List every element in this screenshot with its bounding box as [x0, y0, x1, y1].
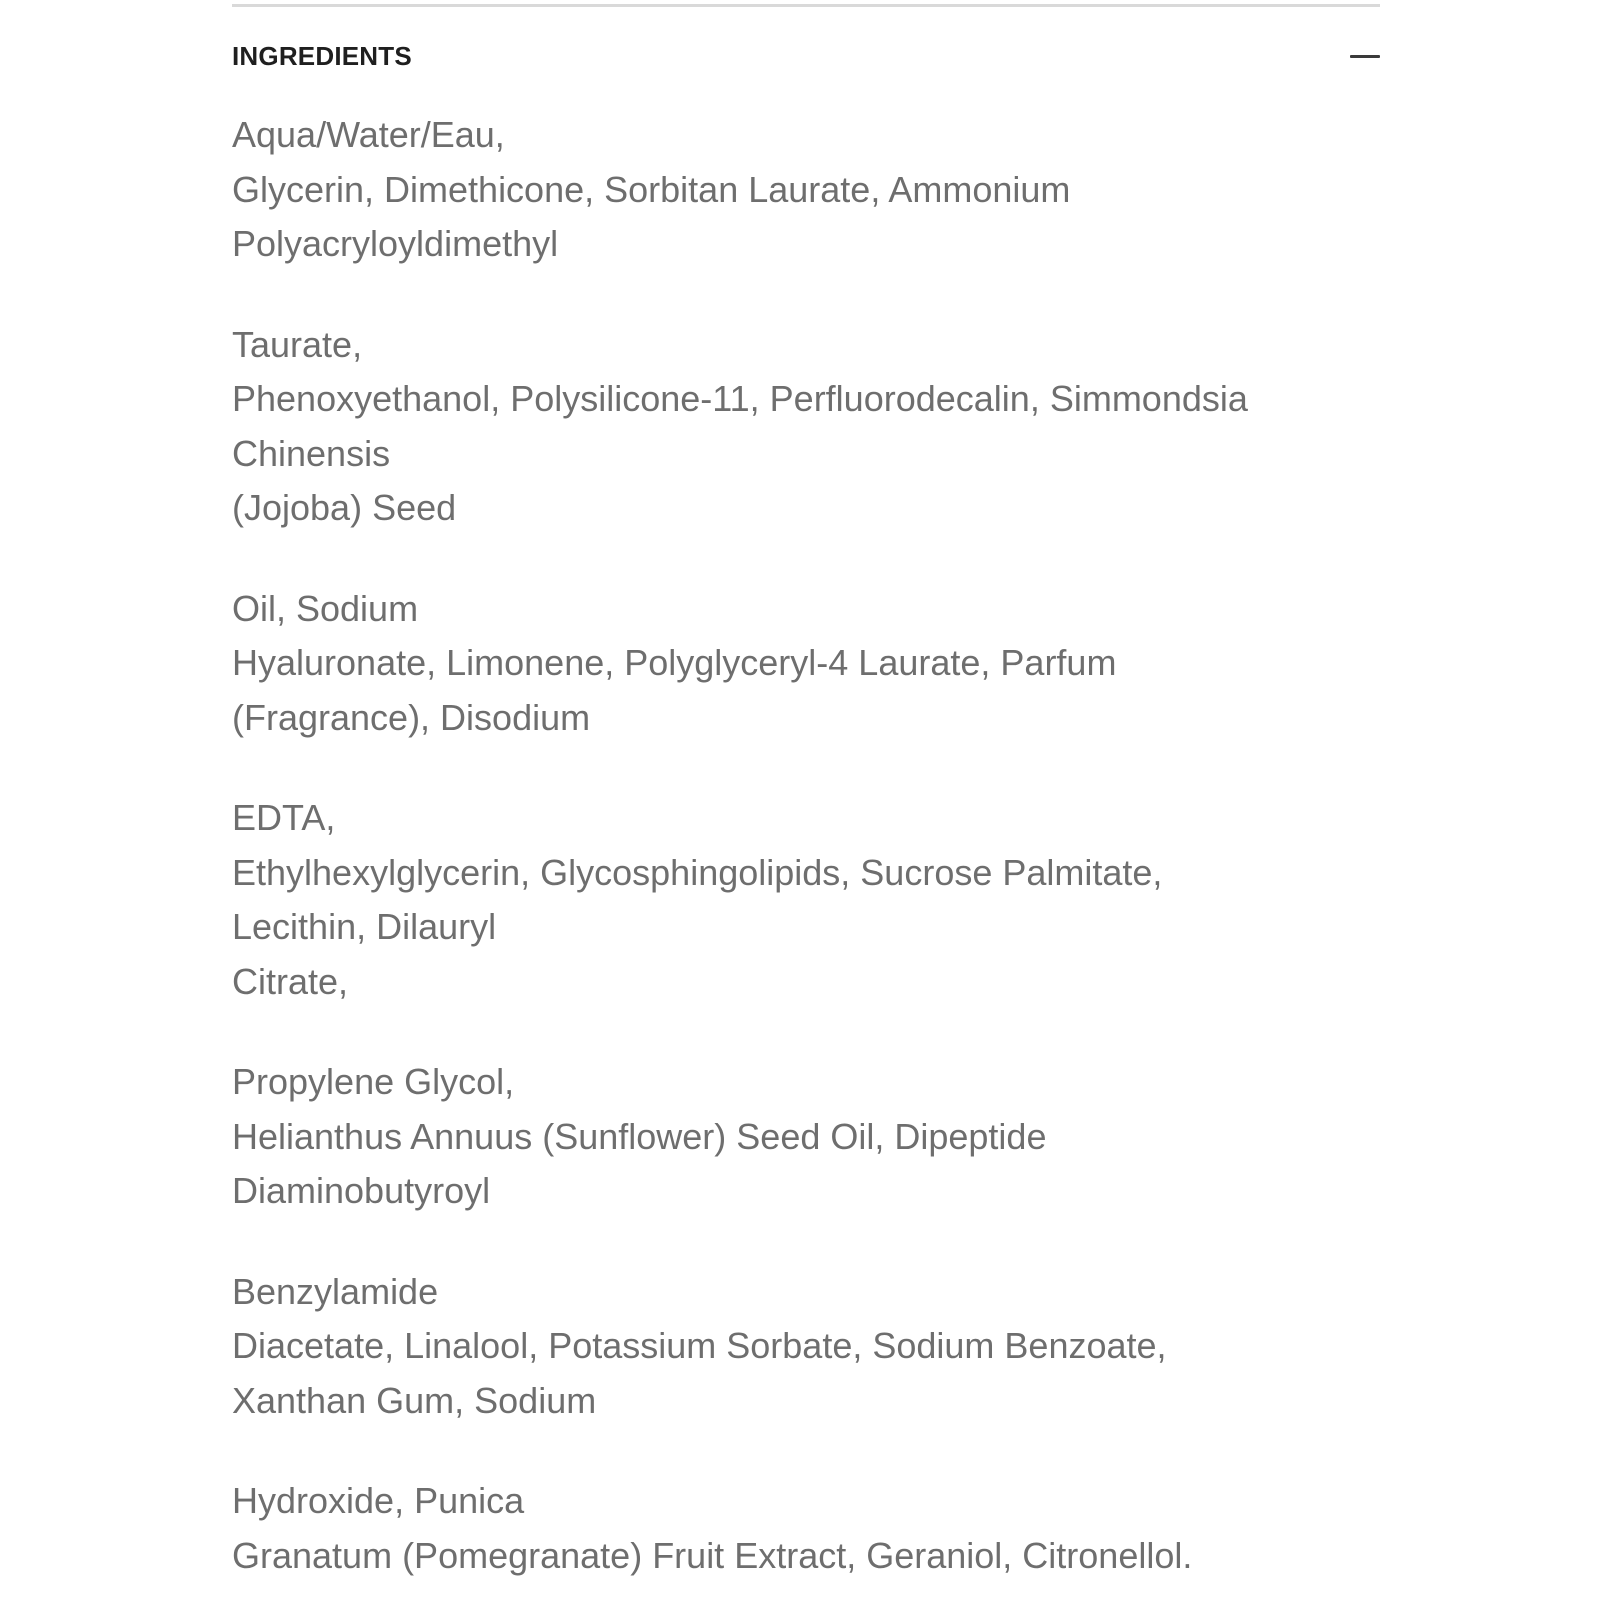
ingredient-line: (Fragrance), Disodium	[232, 696, 591, 738]
ingredients-paragraph	[232, 791, 1392, 1009]
ingredient-line: Oil, Sodium	[232, 587, 419, 629]
ingredient-line: Chinensis	[232, 432, 391, 474]
ingredient-line: Phenoxyethanol, Polysilicone-11, Perfluorodecalin, Simmondsia	[232, 378, 1248, 419]
ingredient-line: Ethylhexylglycerin, Glycosphingolipids, Sucrose Palmitate,	[232, 851, 1163, 893]
ingredient-line: Diacetate, Linalool, Potassium Sorbate, Sodium Benzoate,	[232, 1325, 1167, 1366]
ingredient-line: Propylene Glycol,	[232, 1061, 515, 1102]
ingredients-paragraph	[232, 1055, 1392, 1219]
ingredient-line: EDTA,	[232, 797, 336, 838]
ingredient-line: Granatum (Pomegranate) Fruit Extract, Geraniol, Citronellol.	[232, 1534, 1193, 1576]
ingredient-line: Lecithin, Dilauryl	[232, 906, 497, 947]
ingredient-line: Taurate,	[232, 323, 363, 365]
ingredient-line: Aqua/Water/Eau,	[232, 114, 505, 155]
ingredient-line: (Jojoba) Seed	[232, 487, 457, 528]
ingredients-paragraph	[232, 318, 1392, 536]
ingredient-line: Glycerin, Dimethicone, Sorbitan Laurate, Ammonium	[232, 168, 1071, 210]
ingredient-line: Xanthan Gum, Sodium	[232, 1379, 597, 1421]
ingredients-paragraph	[232, 582, 1392, 746]
section-divider	[232, 4, 1380, 7]
minus-icon[interactable]	[1350, 41, 1380, 71]
ingredient-line: Citrate,	[232, 960, 349, 1002]
ingredient-line: Hydroxide, Punica	[232, 1480, 525, 1521]
ingredient-line: Polyacryloyldimethyl	[232, 223, 559, 264]
ingredient-line: Helianthus Annuus (Sunflower) Seed Oil, Dipeptide	[232, 1115, 1047, 1157]
ingredients-paragraph	[232, 1265, 1392, 1429]
ingredient-line: Hyaluronate, Limonene, Polyglyceryl-4 Laurate, Parfum	[232, 642, 1117, 683]
ingredient-line: Benzylamide	[232, 1270, 439, 1312]
ingredients-accordion-header[interactable]	[232, 36, 1380, 76]
section-title: INGREDIENTS	[232, 40, 412, 71]
ingredients-paragraph	[232, 108, 1392, 272]
ingredients-list	[232, 108, 1392, 1583]
ingredients-paragraph	[232, 1474, 1392, 1583]
ingredient-line: Diaminobutyroyl	[232, 1170, 491, 1211]
